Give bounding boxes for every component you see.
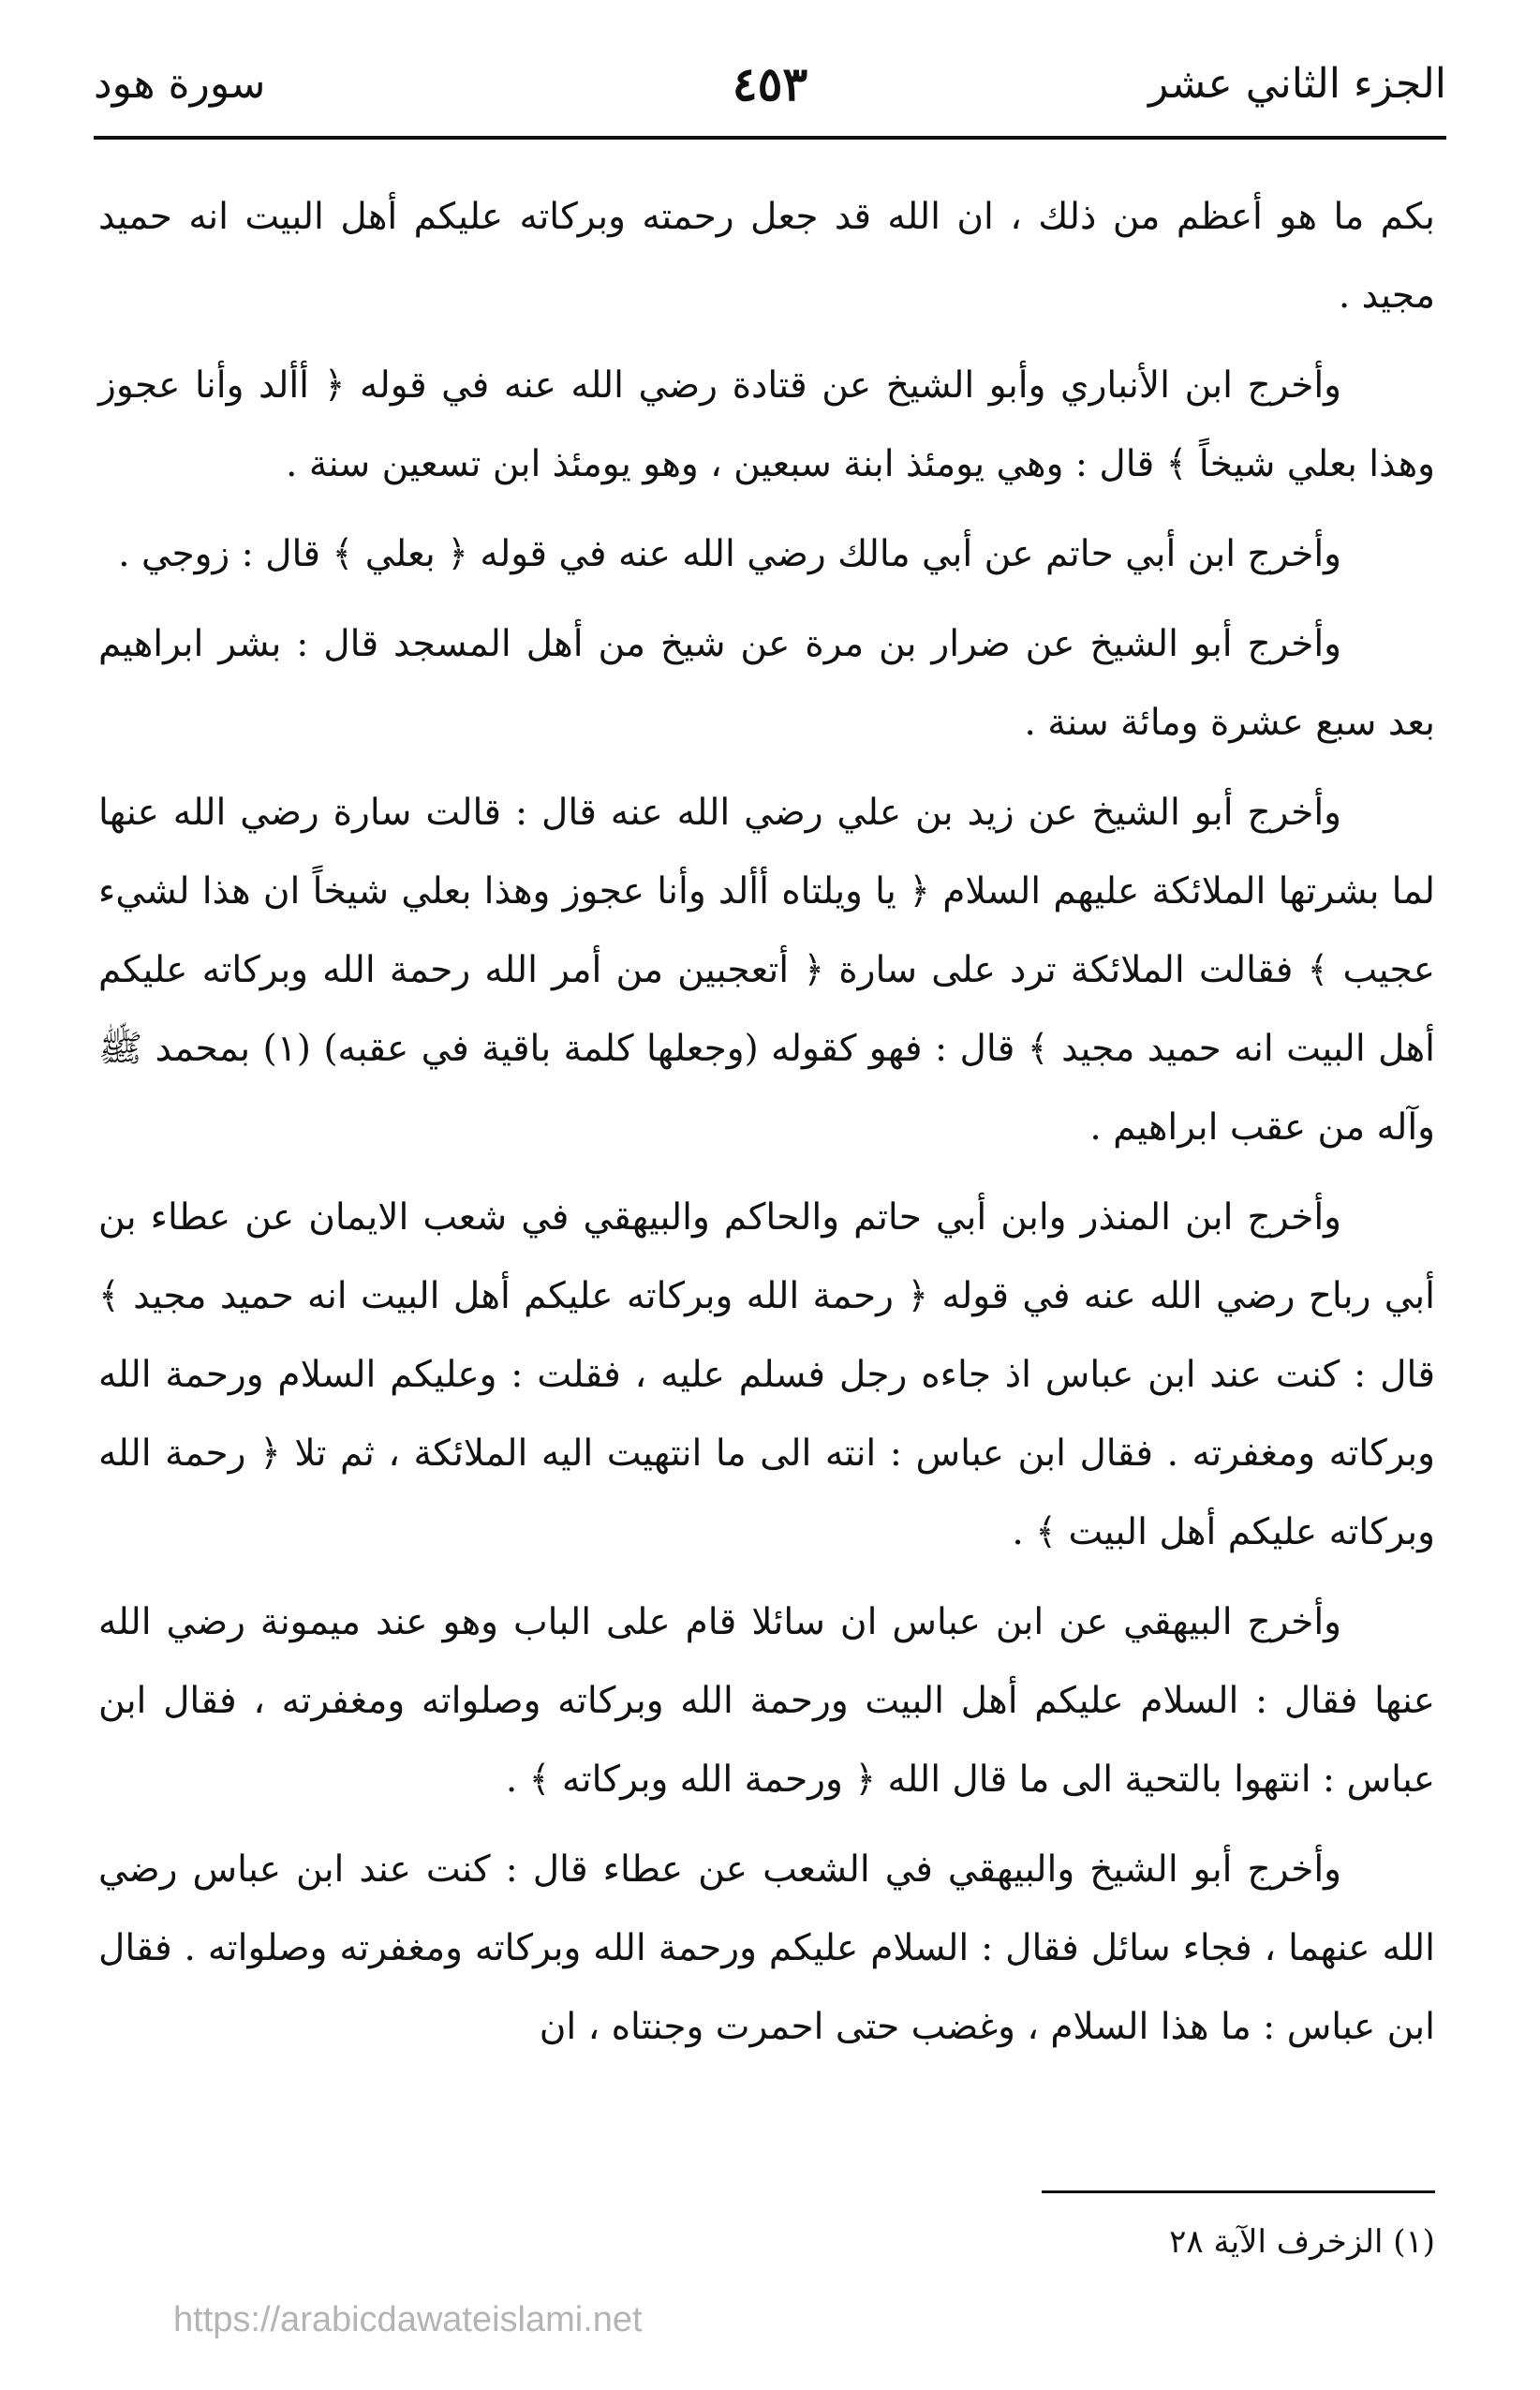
paragraph: وأخرج أبو الشيخ عن زيد بن علي رضي الله عنه قال : قالت سارة رضي الله عنها لما بشرتها الملائكة عليهم السلام ﴿ يا ويلتاه أألد وأنا عجوز وهذا بعلي شيخاً ان هذا لشيء عجيب ﴾ فقالت الملائكة ترد على سارة ﴿ أتعجبين من أمر الله رحمة الله وبركاته عليكم أهل البيت انه حميد مجيد ﴾ قال : فهو كقوله (وجعلها كلمة باقية في عقبه) (١) بمحمد ﷺ وآله من عقب ابراهيم . (98, 792, 1435, 1149)
paragraph: وأخرج البيهقي عن ابن عباس ان سائلا قام على الباب وهو عند ميمونة رضي الله عنها فقال : السلام عليكم أهل البيت ورحمة الله وبركاته وصلواته ومغفرته ، فقال ابن عباس : انتهوا بالتحية الى ما قال الله ﴿ ورحمة الله وبركاته ﴾ . (98, 1601, 1435, 1801)
paragraph: وأخرج ابن المنذر وابن أبي حاتم والحاكم والبيهقي في شعب الايمان عن عطاء بن أبي رباح رضي الله عنه في قوله ﴿ رحمة الله وبركاته عليكم أهل البيت انه حميد مجيد ﴾ قال : كنت عند ابن عباس اذ جاءه رجل فسلم عليه ، فقلت : وعليكم السلام ورحمة الله وبركاته ومغفرته . فقال ابن عباس : انته الى ما انتهيت اليه الملائكة ، ثم تلا ﴿ رحمة الله وبركاته عليكم أهل البيت ﴾ . (98, 1196, 1435, 1553)
body-text (98, 178, 1435, 2078)
page-number: ٤٥٣ (732, 56, 808, 111)
paragraph: وأخرج أبو الشيخ عن ضرار بن مرة عن شيخ من أهل المسجد قال : بشر ابراهيم بعد سبع عشرة ومائة سنة . (98, 623, 1435, 744)
header-divider (94, 136, 1446, 140)
paragraph: وأخرج ابن الأنباري وأبو الشيخ عن قتادة رضي الله عنه في قوله ﴿ أألد وأنا عجوز وهذا بعلي شيخاً ﴾ قال : وهي يومئذ ابنة سبعين ، وهو يومئذ ابن تسعين سنة . (98, 364, 1435, 485)
surah-label: سورة هود (94, 60, 266, 108)
watermark-url: https://arabicdawateislami.net (173, 2300, 643, 2339)
paragraph: وأخرج أبو الشيخ والبيهقي في الشعب عن عطاء قال : كنت عند ابن عباس رضي الله عنهما ، فجاء سائل فقال : السلام عليكم ورحمة الله وبركاته ومغفرته وصلواته . فقال ابن عباس : ما هذا السلام ، وغضب حتى احمرت وجنتاه ، ان (98, 1848, 1435, 2048)
footnote-divider (1042, 2190, 1435, 2193)
part-label: الجزء الثاني عشر (1148, 60, 1446, 108)
footnote: (١) الزخرف الآية ٢٨ (1169, 2223, 1435, 2261)
paragraph: بكم ما هو أعظم من ذلك ، ان الله قد جعل رحمته وبركاته عليكم أهل البيت انه حميد مجيد . (98, 196, 1435, 317)
paragraph: وأخرج ابن أبي حاتم عن أبي مالك رضي الله عنه في قوله ﴿ بعلي ﴾ قال : زوجي . (118, 533, 1341, 575)
page-header (94, 52, 1446, 117)
